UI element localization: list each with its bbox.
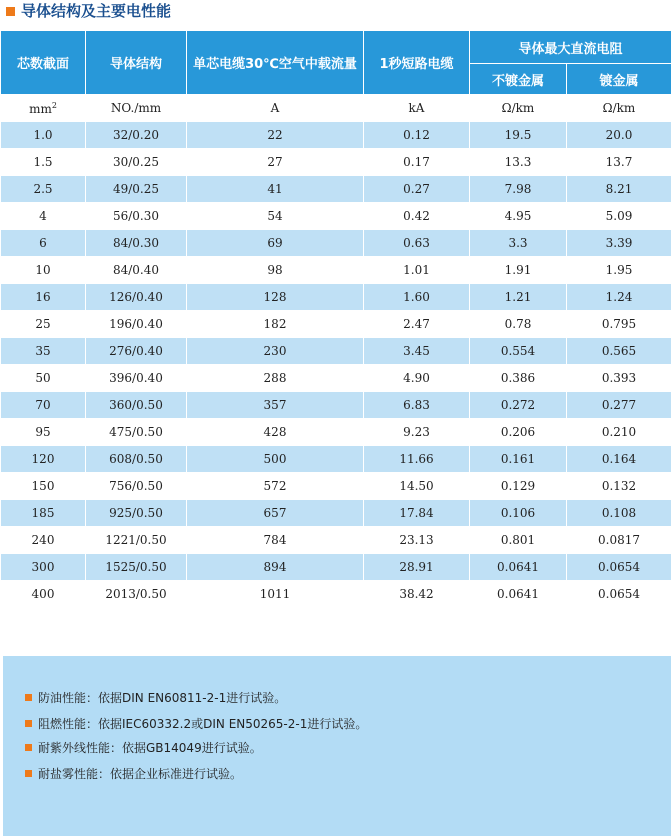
table-row <box>1 149 671 176</box>
unit-res-uncoated: Ω/km <box>470 95 567 122</box>
table-row <box>1 203 671 230</box>
header-current-capacity: 单芯电缆30℃空气中载流量 <box>187 31 364 95</box>
cell-section: 300 <box>1 554 86 581</box>
cell-current: 27 <box>187 149 364 176</box>
cell-structure: 1525/0.50 <box>86 554 187 581</box>
cell-res-uncoated: 4.95 <box>470 203 567 230</box>
cell-section: 120 <box>1 446 86 473</box>
header-core-section: 芯数截面 <box>1 31 86 95</box>
cell-structure: 276/0.40 <box>86 338 187 365</box>
unit-short: kA <box>364 95 470 122</box>
bullet-square-icon <box>25 694 32 701</box>
cell-res-uncoated: 0.161 <box>470 446 567 473</box>
cell-res-uncoated: 7.98 <box>470 176 567 203</box>
header-short-circuit: 1秒短路电缆 <box>364 31 470 95</box>
cell-res-uncoated: 1.91 <box>470 257 567 284</box>
cell-short: 0.27 <box>364 176 470 203</box>
cell-current: 288 <box>187 365 364 392</box>
cell-res-uncoated: 0.554 <box>470 338 567 365</box>
cell-short: 14.50 <box>364 473 470 500</box>
table-row <box>1 311 671 338</box>
cell-structure: 756/0.50 <box>86 473 187 500</box>
unit-current: A <box>187 95 364 122</box>
cell-section: 25 <box>1 311 86 338</box>
cell-short: 3.45 <box>364 338 470 365</box>
bullet-square-icon <box>25 720 32 727</box>
cell-section: 35 <box>1 338 86 365</box>
bullet-square-icon <box>25 744 32 751</box>
cell-structure: 360/0.50 <box>86 392 187 419</box>
cell-section: 1.0 <box>1 122 86 149</box>
cell-current: 1011 <box>187 581 364 608</box>
cell-structure: 126/0.40 <box>86 284 187 311</box>
unit-res-coated: Ω/km <box>567 95 671 122</box>
section-header <box>0 0 671 30</box>
cell-res-coated: 1.95 <box>567 257 671 284</box>
cell-short: 0.63 <box>364 230 470 257</box>
cell-current: 894 <box>187 554 364 581</box>
table-row <box>1 338 671 365</box>
header-uncoated: 不镀金属 <box>470 64 567 95</box>
cell-section: 10 <box>1 257 86 284</box>
cell-structure: 925/0.50 <box>86 500 187 527</box>
cell-res-uncoated: 0.272 <box>470 392 567 419</box>
cell-short: 9.23 <box>364 419 470 446</box>
cell-res-coated: 0.277 <box>567 392 671 419</box>
cell-res-coated: 13.7 <box>567 149 671 176</box>
cell-current: 98 <box>187 257 364 284</box>
conductor-spec-table <box>0 30 671 608</box>
cell-res-coated: 0.565 <box>567 338 671 365</box>
cell-current: 22 <box>187 122 364 149</box>
table-row <box>1 392 671 419</box>
note-item: 耐紫外线性能：依据GB14049进行试验。 <box>25 740 262 756</box>
cell-structure: 1221/0.50 <box>86 527 187 554</box>
cell-structure: 84/0.40 <box>86 257 187 284</box>
header-coated: 镀金属 <box>567 64 671 95</box>
header-conductor-structure: 导体结构 <box>86 31 187 95</box>
cell-structure: 196/0.40 <box>86 311 187 338</box>
cell-res-coated: 0.0654 <box>567 581 671 608</box>
cell-current: 182 <box>187 311 364 338</box>
cell-short: 17.84 <box>364 500 470 527</box>
cell-section: 240 <box>1 527 86 554</box>
cell-res-uncoated: 0.0641 <box>470 554 567 581</box>
table-row <box>1 500 671 527</box>
bullet-square-icon <box>25 770 32 777</box>
cell-structure: 2013/0.50 <box>86 581 187 608</box>
cell-section: 70 <box>1 392 86 419</box>
table-row <box>1 527 671 554</box>
cell-res-coated: 0.393 <box>567 365 671 392</box>
cell-section: 185 <box>1 500 86 527</box>
bullet-square-icon <box>6 7 15 16</box>
cell-structure: 56/0.30 <box>86 203 187 230</box>
cell-short: 0.17 <box>364 149 470 176</box>
table-row <box>1 284 671 311</box>
cell-current: 54 <box>187 203 364 230</box>
cell-res-coated: 0.210 <box>567 419 671 446</box>
table-row <box>1 581 671 608</box>
cell-structure: 32/0.20 <box>86 122 187 149</box>
cell-short: 1.01 <box>364 257 470 284</box>
cell-res-coated: 0.132 <box>567 473 671 500</box>
cell-short: 28.91 <box>364 554 470 581</box>
cell-short: 1.60 <box>364 284 470 311</box>
cell-structure: 84/0.30 <box>86 230 187 257</box>
cell-current: 572 <box>187 473 364 500</box>
table-row <box>1 473 671 500</box>
cell-section: 2.5 <box>1 176 86 203</box>
table-row <box>1 122 671 149</box>
table-row <box>1 176 671 203</box>
note-item: 防油性能：依据DIN EN60811-2-1进行试验。 <box>25 690 286 706</box>
cell-short: 23.13 <box>364 527 470 554</box>
notes-panel <box>3 656 671 836</box>
cell-res-uncoated: 0.801 <box>470 527 567 554</box>
cell-current: 69 <box>187 230 364 257</box>
cell-current: 357 <box>187 392 364 419</box>
cell-res-uncoated: 0.106 <box>470 500 567 527</box>
header-dc-resistance: 导体最大直流电阻 <box>470 31 671 64</box>
cell-res-uncoated: 0.0641 <box>470 581 567 608</box>
table-row <box>1 257 671 284</box>
cell-current: 500 <box>187 446 364 473</box>
cell-res-uncoated: 3.3 <box>470 230 567 257</box>
cell-short: 2.47 <box>364 311 470 338</box>
cell-res-coated: 5.09 <box>567 203 671 230</box>
section-title: 导体结构及主要电性能 <box>21 2 172 20</box>
cell-current: 657 <box>187 500 364 527</box>
cell-res-uncoated: 0.129 <box>470 473 567 500</box>
table-row <box>1 419 671 446</box>
cell-section: 4 <box>1 203 86 230</box>
cell-current: 230 <box>187 338 364 365</box>
cell-section: 50 <box>1 365 86 392</box>
cell-current: 428 <box>187 419 364 446</box>
units-row <box>1 95 671 122</box>
cell-section: 95 <box>1 419 86 446</box>
cell-res-coated: 0.795 <box>567 311 671 338</box>
cell-res-coated: 20.0 <box>567 122 671 149</box>
cell-short: 0.12 <box>364 122 470 149</box>
cell-res-uncoated: 0.206 <box>470 419 567 446</box>
cell-res-coated: 0.0817 <box>567 527 671 554</box>
cell-short: 11.66 <box>364 446 470 473</box>
table-row <box>1 446 671 473</box>
cell-structure: 475/0.50 <box>86 419 187 446</box>
cell-short: 6.83 <box>364 392 470 419</box>
note-item: 耐盐雾性能：依据企业标准进行试验。 <box>25 766 242 782</box>
cell-section: 150 <box>1 473 86 500</box>
cell-short: 0.42 <box>364 203 470 230</box>
cell-section: 1.5 <box>1 149 86 176</box>
cell-section: 6 <box>1 230 86 257</box>
table-row <box>1 230 671 257</box>
cell-res-coated: 0.0654 <box>567 554 671 581</box>
cell-res-uncoated: 0.78 <box>470 311 567 338</box>
cell-section: 400 <box>1 581 86 608</box>
cell-res-coated: 0.164 <box>567 446 671 473</box>
cell-res-coated: 1.24 <box>567 284 671 311</box>
cell-short: 4.90 <box>364 365 470 392</box>
table-row <box>1 365 671 392</box>
unit-section: $mm^2$ <box>1 95 86 122</box>
table-row <box>1 554 671 581</box>
cell-res-uncoated: 13.3 <box>470 149 567 176</box>
cell-res-uncoated: 1.21 <box>470 284 567 311</box>
cell-res-coated: 3.39 <box>567 230 671 257</box>
unit-structure: NO./mm <box>86 95 187 122</box>
note-item: 阻燃性能：依据IEC60332.2或DIN EN50265-2-1进行试验。 <box>25 716 367 732</box>
cell-short: 38.42 <box>364 581 470 608</box>
cell-structure: 49/0.25 <box>86 176 187 203</box>
cell-structure: 396/0.40 <box>86 365 187 392</box>
cell-structure: 608/0.50 <box>86 446 187 473</box>
cell-res-uncoated: 0.386 <box>470 365 567 392</box>
cell-current: 41 <box>187 176 364 203</box>
cell-res-uncoated: 19.5 <box>470 122 567 149</box>
cell-current: 128 <box>187 284 364 311</box>
cell-res-coated: 0.108 <box>567 500 671 527</box>
cell-res-coated: 8.21 <box>567 176 671 203</box>
cell-structure: 30/0.25 <box>86 149 187 176</box>
cell-section: 16 <box>1 284 86 311</box>
cell-current: 784 <box>187 527 364 554</box>
